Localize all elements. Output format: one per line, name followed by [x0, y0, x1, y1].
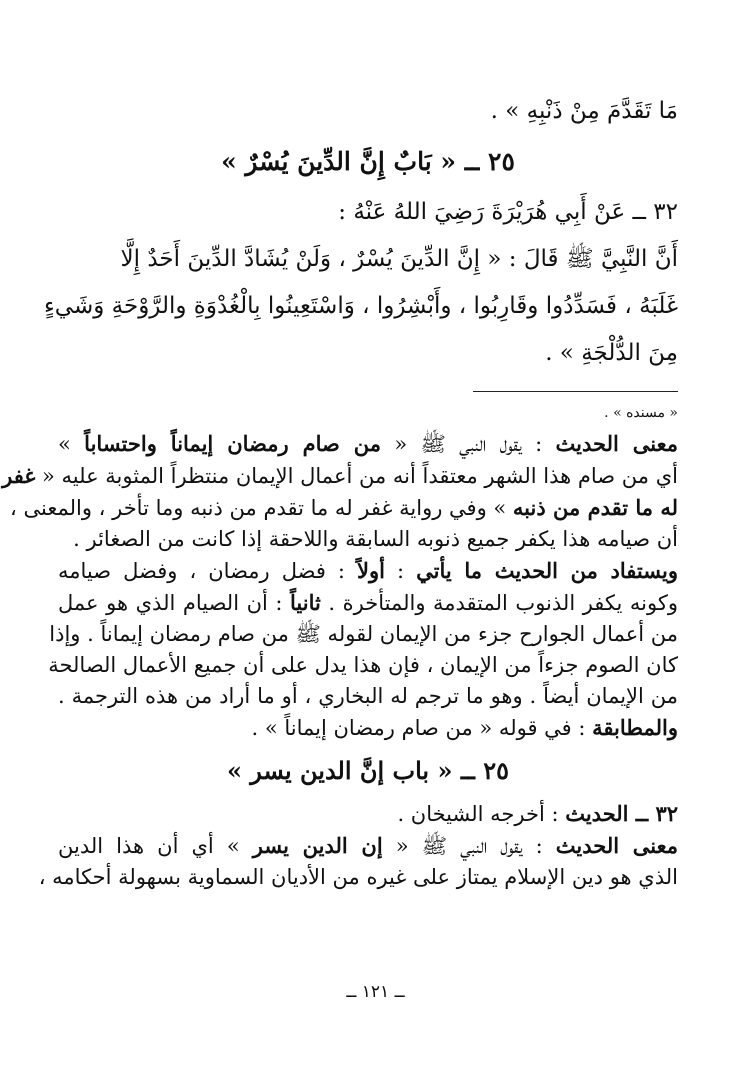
bold-term: معنى الحديث	[555, 833, 678, 858]
top-line: مَا تَقَدَّمَ مِنْ ذَنْبِهِ » .	[490, 98, 678, 124]
hadith-line-3: مِنَ الدُّلْجَةِ » .	[545, 340, 678, 366]
commentary-meaning-2	[38, 830, 678, 893]
text-run: »	[58, 432, 85, 456]
text-run: : أن الصيام الذي هو عمل	[58, 591, 291, 615]
takhrij-line	[58, 798, 678, 830]
commentary-line	[10, 492, 678, 524]
chapter-heading-vowelled: ٢٥ ــ « بَابٌ إِنَّ الدِّينَ يُسْرٌ »	[221, 147, 515, 176]
bold-term: ويستفاد من الحديث ما يأتي	[416, 558, 678, 583]
page-number: ــ ١٢١ ــ	[346, 982, 405, 1002]
commentary-line: من أعمال الجوارح جزء من الإيمان لقوله ﷺ من صام رمضان إيماناً . وإذا	[49, 622, 678, 646]
bold-quote: غفر	[2, 463, 36, 488]
text-run: : أخرجه الشيخان .	[397, 802, 566, 826]
footnote-divider	[473, 391, 678, 392]
page-body	[2, 88, 678, 893]
text-run: : يقول النبي ﷺ «	[381, 432, 556, 456]
hadith-intro: ٣٢ ــ عَنْ أَبِي هُرَيْرَةَ رَضِيَ اللهُ عَنْهُ :	[338, 199, 678, 225]
hadith-text	[43, 236, 678, 377]
hadith-line-2: غَلَبَهُ ، فَسَدِّدُوا وقَارِبُوا ، وأَبْشِرُوا ، وَاسْتَعِينُوا بِالْغُدْوَةِ والرَّوْحَةِ وَشَيءٍ	[43, 293, 678, 319]
bold-term: معنى الحديث	[555, 431, 678, 456]
footnote: « مسنده » .	[604, 405, 678, 421]
commentary-line	[58, 712, 678, 744]
bold-quote: من صام رمضان إيماناً واحتساباً	[84, 431, 382, 456]
commentary-line: الذي هو دين الإسلام يمتاز على غيره من الأديان السماوية بسهولة أحكامه ،	[38, 865, 678, 889]
text-run: : يقول النبي ﷺ «	[382, 834, 556, 858]
text-run: وكونه يكفر الذنوب المتقدمة والمتأخرة .	[320, 591, 678, 615]
text-run: » أي أن هذا الدين	[58, 834, 253, 858]
commentary-line: من الإيمان أيضاً . وهو ما ترجم له البخاري ، أو ما أراد من هذه الترجمة .	[58, 684, 678, 708]
commentary-line	[2, 460, 678, 492]
text-run: » وفي رواية غفر له ما تقدم من ذنبه وما تأخر ، والمعنى ،	[10, 496, 513, 520]
commentary-line	[58, 830, 678, 862]
hadith-line-1: أَنَّ النَّبِيَّ ﷺ قَالَ : « إِنَّ الدِّينَ يُسْرٌ ، وَلَنْ يُشَادَّ الدِّينَ أَحَدٌ إِلَّا	[120, 246, 678, 272]
commentary-line	[58, 428, 678, 460]
commentary-benefits	[48, 555, 678, 744]
bold-quote: له ما تقدم من ذنبه	[512, 495, 678, 520]
text-run: أي من صام هذا الشهر معتقداً أنه من أعمال الإيمان منتظراً المثوبة عليه «	[35, 464, 678, 488]
bold-term: ثانياً	[290, 590, 321, 615]
bold-term: والمطابقة	[592, 715, 678, 740]
commentary-line	[58, 587, 678, 619]
text-run: : في قوله « من صام رمضان إيماناً » .	[251, 716, 593, 740]
bold-quote: إن الدين يسر	[252, 833, 383, 858]
bold-term: أولاً	[357, 558, 385, 583]
chapter-heading-plain: ٢٥ ــ « باب إنَّ الدين يسر »	[226, 756, 510, 785]
text-run: :	[384, 559, 417, 583]
commentary-line: أن صيامه هذا يكفر جميع ذنوبه السابقة واللاحقة إذا كانت من الصغائر .	[73, 527, 678, 551]
text-run: : فضل رمضان ، وفضل صيامه	[58, 559, 358, 583]
commentary-line	[58, 555, 678, 587]
commentary-meaning	[2, 428, 678, 555]
commentary-line: كان الصوم جزءاً من الإيمان ، فإن هذا يدل على أن جميع الأعمال الصالحة	[48, 653, 678, 677]
bold-term: ٣٢ ــ الحديث	[565, 801, 678, 826]
